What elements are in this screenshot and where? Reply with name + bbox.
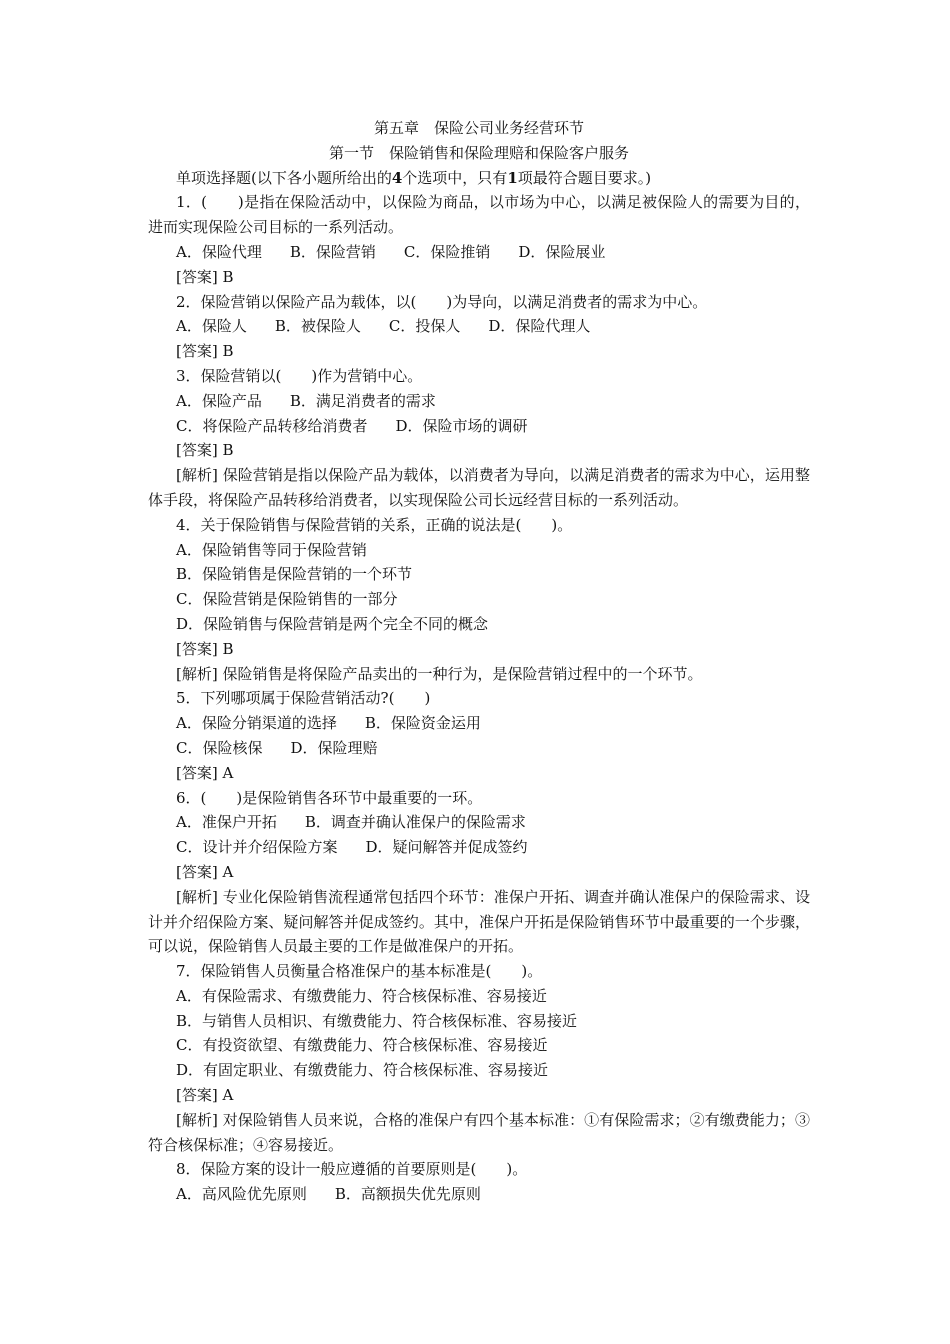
chapter-title: 第五章 保险公司业务经营环节 <box>373 119 584 137</box>
option-c: C．保险推销 <box>403 242 491 261</box>
question-2-stem: 2．保险营销以保险产品为载体，以( )为导向，以满足消费者的需求为中心。 <box>176 292 708 311</box>
question-2-options <box>148 314 810 339</box>
instruction-text: 项最符合题目要求。) <box>517 168 652 187</box>
question-4-option-a: A．保险销售等同于保险营销 <box>176 540 367 559</box>
question-7-option-d: D．有固定职业、有缴费能力、符合核保标准、容易接近 <box>176 1061 549 1080</box>
question-3-answer: [答案] B <box>176 441 234 460</box>
question-4-answer: [答案] B <box>176 639 234 658</box>
question-5-options-row-2 <box>148 736 810 761</box>
instruction-text: 单项选择题(以下各小题所给出的 <box>176 168 392 187</box>
question-6-options-row-1 <box>148 810 810 835</box>
question-1-answer: [答案] B <box>176 267 234 286</box>
option-d: D．保险展业 <box>518 242 606 261</box>
option-d: D．疑问解答并促成签约 <box>365 838 528 857</box>
question-3-analysis: [解析] 保险营销是指以保险产品为载体，以消费者为导向，以满足消费者的需求为中心，运用整体手段，将保险产品转移给消费者，以实现保险公司长远经营目标的一系列活动。 <box>148 466 810 509</box>
instruction-correct-count: 1 <box>507 168 518 187</box>
instruction-text: 个选项中，只有 <box>402 168 508 187</box>
option-c: C．设计并介绍保险方案 <box>176 838 338 857</box>
question-4-option-d: D．保险销售与保险营销是两个完全不同的概念 <box>176 614 489 633</box>
question-type-instruction <box>148 166 810 191</box>
option-a: A．保险产品 <box>176 391 262 410</box>
option-b: B．满足消费者的需求 <box>289 391 436 410</box>
question-6-stem: 6．( )是保险销售各环节中最重要的一环。 <box>176 788 483 807</box>
section-title: 第一节 保险销售和保险理赔和保险客户服务 <box>328 143 629 162</box>
option-a: A．保险代理 <box>176 242 262 261</box>
question-5-answer: [答案] A <box>176 763 234 782</box>
question-3-stem: 3．保险营销以( )作为营销中心。 <box>176 366 423 385</box>
question-7-stem: 7．保险销售人员衡量合格准保户的基本标准是( )。 <box>176 962 543 981</box>
question-4-option-c: C．保险营销是保险销售的一部分 <box>176 590 398 609</box>
option-a: A．保险人 <box>176 317 247 336</box>
option-b: B．保险营销 <box>289 242 376 261</box>
document-body <box>148 116 810 1207</box>
instruction-option-count: 4 <box>391 168 403 187</box>
question-8-stem: 8．保险方案的设计一般应遵循的首要原则是( )。 <box>176 1160 528 1179</box>
question-1-options <box>148 240 810 265</box>
question-7-option-b: B．与销售人员相识、有缴费能力、符合核保标准、容易接近 <box>176 1011 578 1030</box>
option-d: D．保险市场的调研 <box>395 416 528 435</box>
question-7-option-a: A．有保险需求、有缴费能力、符合核保标准、容易接近 <box>176 986 547 1005</box>
option-d: D．保险理赔 <box>290 738 378 757</box>
option-c: C．保险核保 <box>176 738 263 757</box>
option-b: B．调查并确认准保户的保险需求 <box>304 813 526 832</box>
option-a: A．保险分销渠道的选择 <box>176 714 337 733</box>
question-4-option-b: B．保险销售是保险营销的一个环节 <box>176 565 413 584</box>
question-5-stem: 5．下列哪项属于保险营销活动?( ) <box>176 689 431 708</box>
question-7-option-c: C．有投资欲望、有缴费能力、符合核保标准、容易接近 <box>176 1036 548 1055</box>
question-8-options-row-1 <box>148 1182 810 1207</box>
question-6-options-row-2 <box>148 835 810 860</box>
question-6-answer: [答案] A <box>176 862 234 881</box>
question-4-stem: 4．关于保险销售与保险营销的关系，正确的说法是( )。 <box>176 515 573 534</box>
option-d: D．保险代理人 <box>488 317 591 336</box>
option-b: B．被保险人 <box>274 317 361 336</box>
question-7-answer: [答案] A <box>176 1086 234 1105</box>
option-a: A．高风险优先原则 <box>176 1185 307 1204</box>
question-6-analysis: [解析] 专业化保险销售流程通常包括四个环节：准保户开拓、调查并确认准保户的保险需求、设计并介绍保险方案、疑问解答并促成签约。其中，准保户开拓是保险销售环节中最重要的一个步骤，可以说，保险销售人员最主要的工作是做准保户的开拓。 <box>148 887 810 956</box>
option-c: C．投保人 <box>388 317 461 336</box>
question-3-options-row-1 <box>148 389 810 414</box>
question-3-options-row-2 <box>148 414 810 439</box>
option-b: B．保险资金运用 <box>364 714 481 733</box>
option-c: C．将保险产品转移给消费者 <box>176 416 368 435</box>
option-a: A．准保户开拓 <box>176 813 277 832</box>
question-5-options-row-1 <box>148 711 810 736</box>
question-2-answer: [答案] B <box>176 342 234 361</box>
question-7-analysis: [解析] 对保险销售人员来说，合格的准保户有四个基本标准：①有保险需求；②有缴费能力；③符合核保标准；④容易接近。 <box>148 1110 810 1154</box>
question-4-analysis: [解析] 保险销售是将保险产品卖出的一种行为，是保险营销过程中的一个环节。 <box>176 664 703 683</box>
option-b: B．高额损失优先原则 <box>334 1185 481 1204</box>
question-1-stem: 1．( )是指在保险活动中，以保险为商品，以市场为中心，以满足被保险人的需要为目的，进而实现保险公司目标的一系列活动。 <box>148 193 810 237</box>
